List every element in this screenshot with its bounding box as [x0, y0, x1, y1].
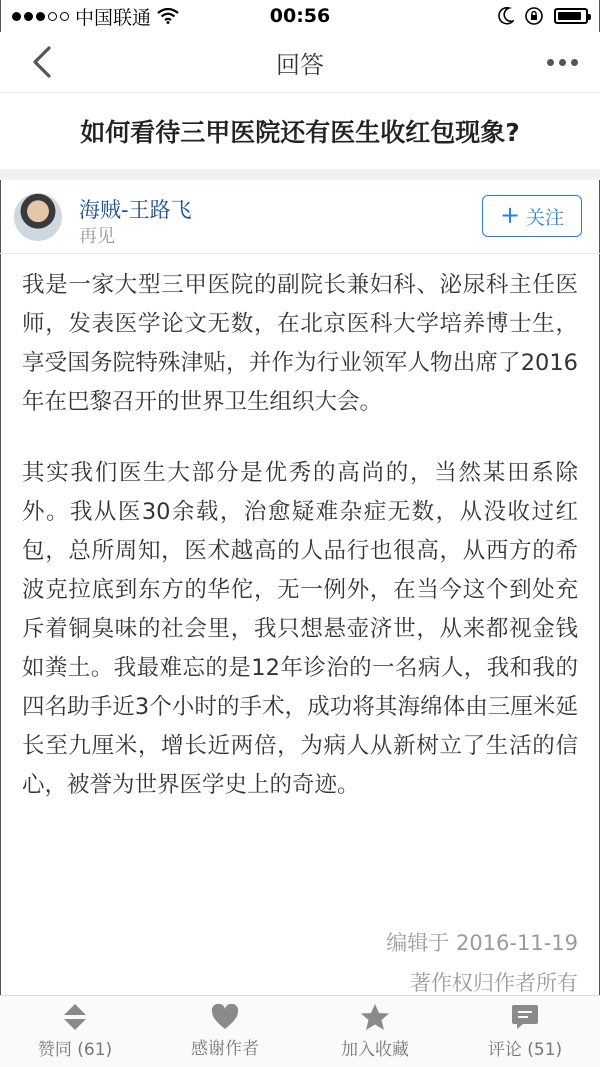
more-dots-icon	[559, 59, 566, 66]
avatar[interactable]	[14, 193, 62, 241]
answer-paragraph: 其实我们医生大部分是优秀的高尚的，当然某田系除外。我从医30余载，治愈疑难杂症无数，从没收过红包，总所周知，医术越高的人品行也很高，从西方的希波克拉底到东方的华佗，无一例外，在当今这个到处充斥着铜臭味的社会里，我只想悬壶济世，从来都视金钱如粪土。我最难忘的是12年诊治的一名病人，我和我的四名助手近3个小时的手术，成功将其海绵体由三厘米延长至九厘米，增长近两倍，为病人从新树立了生活的信心，被誉为世界医学史上的奇迹。	[22, 460, 578, 798]
status-time: 00:56	[269, 5, 331, 27]
answer-content	[22, 266, 578, 837]
star-icon	[360, 1003, 390, 1031]
back-button[interactable]	[22, 40, 62, 84]
author-row	[0, 180, 600, 254]
wifi-icon	[157, 8, 179, 24]
signal-dot	[48, 12, 57, 21]
more-dots-icon	[571, 59, 578, 66]
battery-icon	[554, 8, 588, 24]
battery-fill	[558, 12, 581, 20]
heart-icon	[211, 1004, 239, 1030]
signal-strength-icon	[12, 12, 69, 21]
copyright-notice: 著作权归作者所有	[410, 971, 578, 995]
comment-label: 评论 (51)	[487, 1040, 563, 1060]
favorite-button[interactable]	[300, 996, 450, 1067]
follow-label: 关注	[526, 206, 565, 229]
nav-title: 回答	[276, 50, 324, 79]
plus-icon: +	[499, 201, 521, 229]
more-dots-icon	[547, 59, 554, 66]
thank-label: 感谢作者	[191, 1039, 259, 1059]
vote-label: 赞同 (61)	[37, 1040, 113, 1060]
vote-button[interactable]	[0, 996, 150, 1067]
edited-date: 编辑于 2016-11-19	[386, 931, 578, 955]
thank-author-button[interactable]	[150, 996, 300, 1067]
signal-dot	[36, 12, 45, 21]
more-button[interactable]	[547, 40, 578, 84]
answer-paragraph: 我是一家大型三甲医院的副院长兼妇科、泌尿科主任医师，发表医学论文无数，在北京医科大学培养博士生，享受国务院特殊津贴，并作为行业领军人物出席了2016年在巴黎召开的世界卫生组织大会。	[22, 272, 578, 415]
carrier-name: 中国联通	[75, 6, 152, 29]
section-divider	[0, 169, 600, 180]
comment-button[interactable]	[450, 996, 600, 1067]
status-bar	[0, 0, 600, 32]
nav-bar	[0, 32, 600, 93]
signal-dot	[24, 12, 33, 21]
follow-button[interactable]	[482, 195, 582, 237]
status-left	[12, 3, 179, 30]
author-bio: 再见	[79, 226, 115, 247]
moon-icon	[498, 7, 514, 25]
favorite-label: 加入收藏	[341, 1040, 409, 1060]
orientation-lock-icon	[524, 6, 544, 26]
question-title[interactable]: 如何看待三甲医院还有医生收红包现象?	[0, 93, 600, 169]
chevron-left-icon	[32, 46, 52, 78]
signal-dot	[60, 12, 69, 21]
bottom-action-bar	[0, 995, 600, 1067]
comment-icon	[511, 1003, 539, 1031]
signal-dot	[12, 12, 21, 21]
vote-arrows-icon	[62, 1003, 88, 1031]
edit-info	[386, 923, 578, 1003]
status-right	[498, 6, 588, 26]
author-name[interactable]: 海贼-王路飞	[79, 198, 192, 222]
